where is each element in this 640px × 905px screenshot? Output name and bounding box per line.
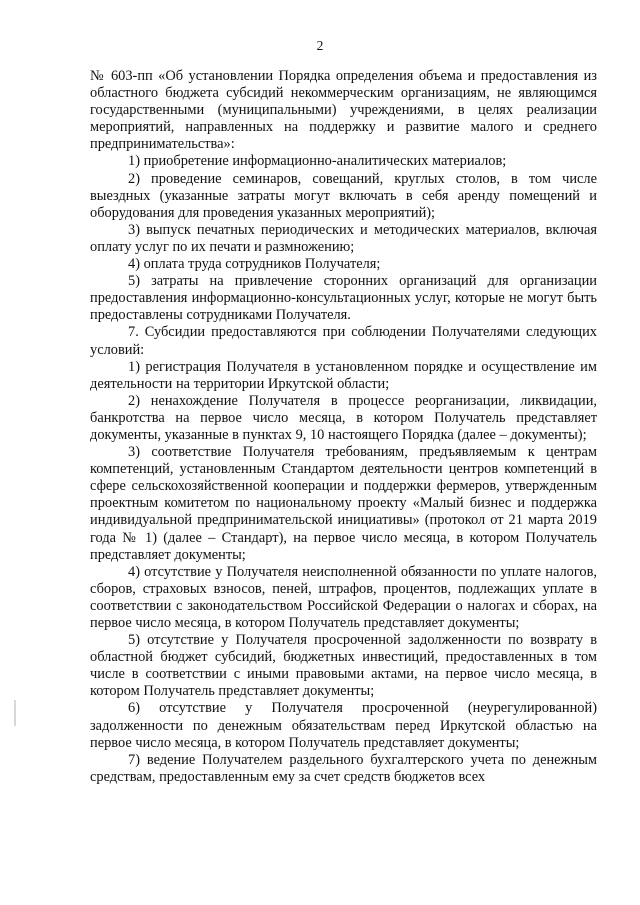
- page-number: 2: [316, 38, 324, 53]
- paragraph-item-4-salaries: 4) оплата труда сотрудников Получателя;: [128, 256, 381, 273]
- paragraph-condition-3-standard-compliance: 3) соответствие Получателя требованиям, предъявляемым к центрам компетенций, установленным Стандартом деятельности центров компетенций в сфере сельскохозяйственной кооперации и поддержки фермеров, утвержденным проектным комитетом по национальному проекту «Малый бизнес и поддержка индивидуальной предпринимательской инициативы» (протокол от 21 марта 2019 года № 1) (далее – Стандарт), на первое число месяца, в котором Получатель представляет документы;: [90, 444, 597, 563]
- paragraph-item-5-third-parties: 5) затраты на привлечение сторонних организаций для организации предоставления информационно-консультационных услуг, которые не могут быть предоставлены сотрудниками Получателя.: [90, 273, 597, 324]
- document-body: [90, 68, 597, 786]
- paragraph-item-3-publications: 3) выпуск печатных периодических и методических материалов, включая оплату услуг по их печати и размножению;: [90, 221, 597, 255]
- paragraph-item-2-seminars: 2) проведение семинаров, совещаний, круглых столов, в том числе выездных (указанные затраты могут включать в себя аренду помещений и оборудования для проведения указанных мероприятий);: [90, 170, 597, 221]
- paragraph-resolution-title: № 603-пп «Об установлении Порядка определения объема и предоставления из областного бюджета субсидий некоммерческим организациям, не являющимся государственными (муниципальными) учреждениями, в целях реализации мероприятий, направленных на поддержку и развитие малого и среднего предпринимательства»:: [90, 68, 597, 153]
- paragraph-condition-4-no-tax-debt: 4) отсутствие у Получателя неисполненной обязанности по уплате налогов, сборов, страховых взносов, пеней, штрафов, процентов, подлежащих уплате в соответствии с законодательством Российской Федерации о налогах и сборах, на первое число месяца, в котором Получатель представляет документы;: [90, 563, 597, 631]
- scan-edge-mark: [14, 700, 16, 726]
- paragraph-condition-5-no-subsidy-debt: 5) отсутствие у Получателя просроченной задолженности по возврату в областной бюджет субсидий, бюджетных инвестиций, предоставленных в том числе в соответствии с иными правовыми актами, на первое число месяца, в котором Получатель представляет документы;: [90, 632, 597, 700]
- paragraph-condition-2-no-reorganization: 2) ненахождение Получателя в процессе реорганизации, ликвидации, банкротства на первое число месяца, в котором Получатель представляет документы, указанные в пунктах 9, 10 настоящего Порядка (далее – документы);: [90, 392, 597, 443]
- paragraph-condition-1-registration: 1) регистрация Получателя в установленном порядке и осуществление им деятельности на территории Иркутской области;: [90, 358, 597, 392]
- paragraph-condition-7-separate-accounting: 7) ведение Получателем раздельного бухгалтерского учета по денежным средствам, предоставленным ему за счет средств бюджетов всех: [90, 751, 597, 785]
- paragraph-condition-6-no-obligation-debt: 6) отсутствие у Получателя просроченной (неурегулированной) задолженности по денежным обязательствам перед Иркутской областью на первое число месяца, в котором Получатель представляет документы;: [90, 700, 597, 751]
- paragraph-item-1-materials: 1) приобретение информационно-аналитических материалов;: [128, 153, 507, 170]
- paragraph-section-7-heading: 7. Субсидии предоставляются при соблюдении Получателями следующих условий:: [90, 324, 597, 358]
